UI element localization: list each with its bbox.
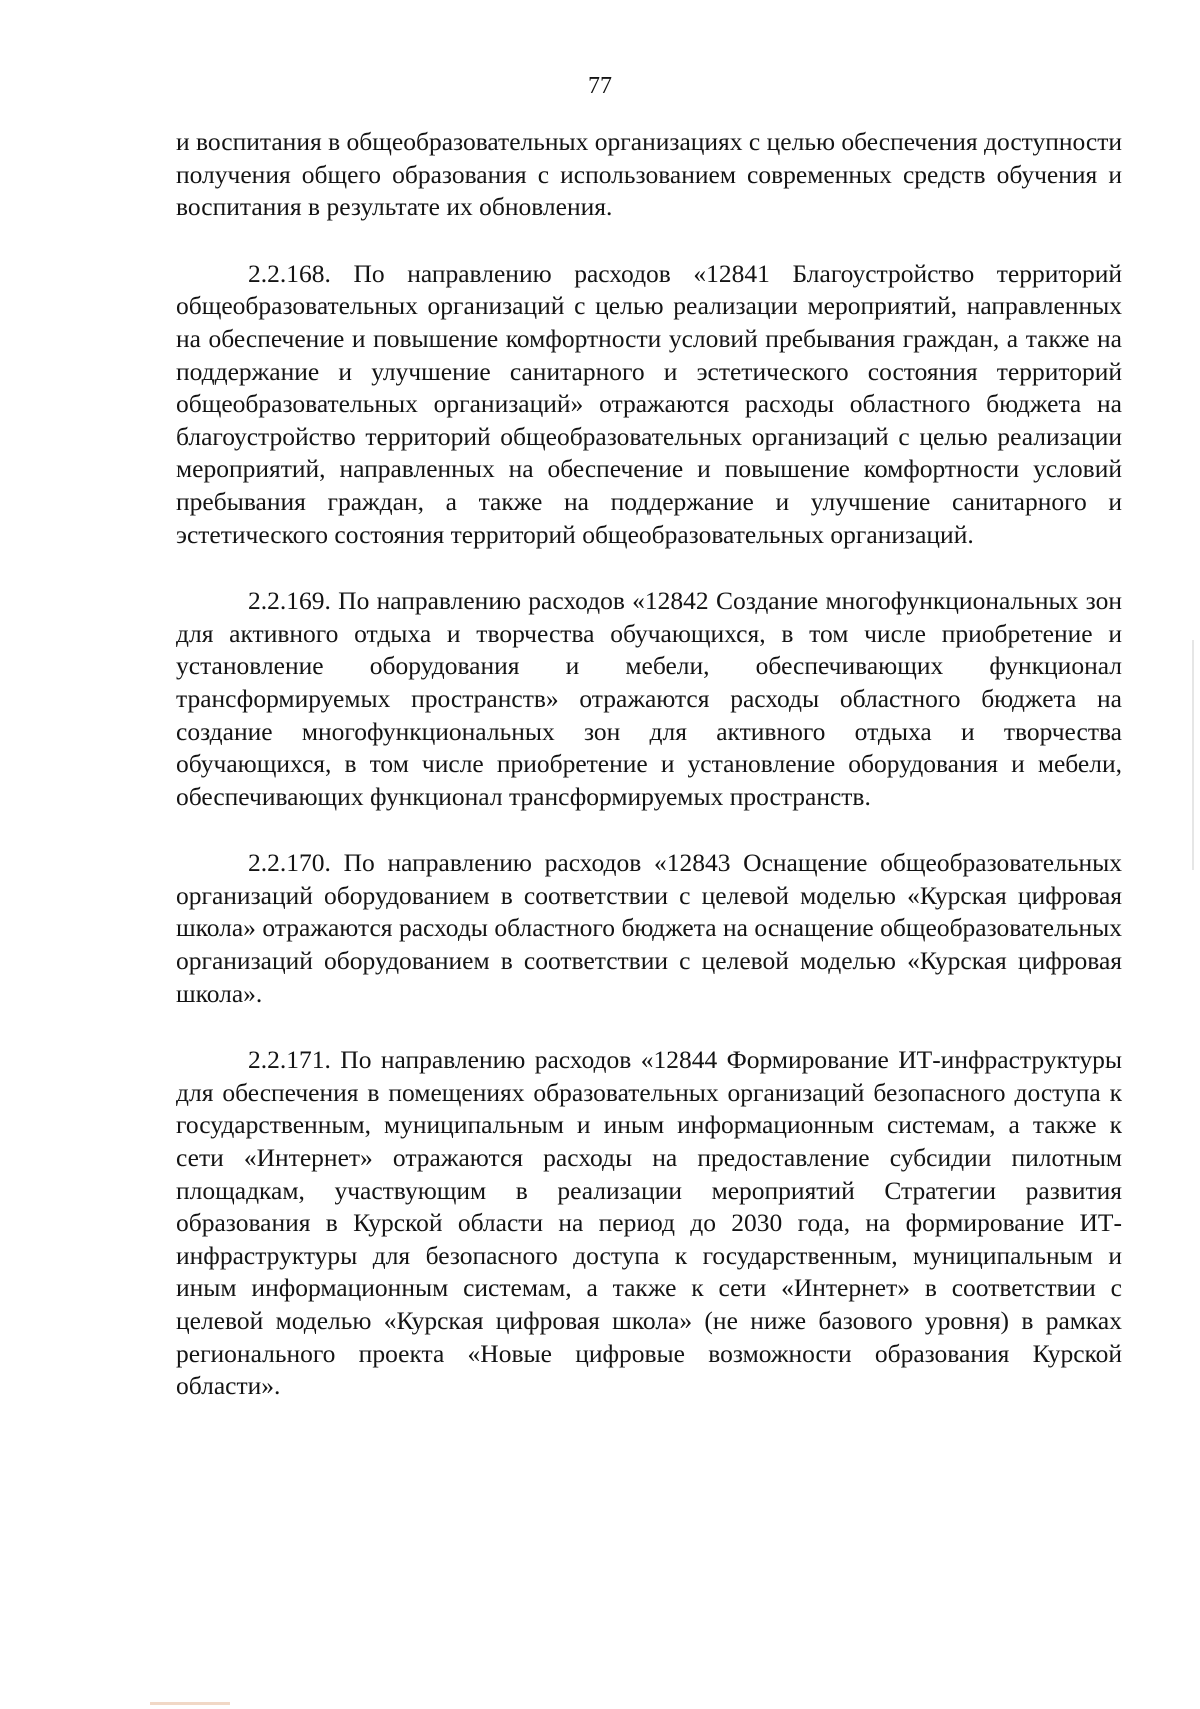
document-body (176, 126, 1122, 1403)
paragraph-2-2-168: 2.2.168. По направлению расходов «12841 Благоустройство территорий общеобразовательных организаций с целью реализации мероприятий, направленных на обеспечение и повышение комфортности условий пребывания граждан, а также на поддержание и улучшение санитарного и эстетического состояния территорий общеобразовательных организаций» отражаются расходы областного бюджета на благоустройство территорий общеобразовательных организаций с целью реализации мероприятий, направленных на обеспечение и повышение комфортности условий пребывания граждан, а также на поддержание и улучшение санитарного и эстетического состояния территорий общеобразовательных организаций. (176, 258, 1122, 549)
paragraph-2-2-169: 2.2.169. По направлению расходов «12842 Создание многофункциональных зон для активного отдыха и творчества обучающихся, в том числе приобретение и установление оборудования и мебели, обеспечивающих функционал трансформируемых пространств» отражаются расходы областного бюджета на создание многофункциональных зон для активного отдыха и творчества обучающихся, в том числе приобретение и установление оборудования и мебели, обеспечивающих функционал трансформируемых пространств. (176, 586, 1122, 811)
paragraph-2-2-170: 2.2.170. По направлению расходов «12843 Оснащение общеобразовательных организаций оборудованием в соответствии с целевой моделью «Курская цифровая школа» отражаются расходы областного бюджета на оснащение общеобразовательных организаций оборудованием в соответствии с целевой моделью «Курская цифровая школа». (176, 848, 1122, 1008)
paragraph-2-2-171: 2.2.171. По направлению расходов «12844 Формирование ИТ-инфраструктуры для обеспечения в помещениях образовательных организаций безопасного доступа к государственным, муниципальным и иным информационным системам, а также к сети «Интернет» отражаются расходы на предоставление субсидии пилотным площадкам, участвующим в реализации мероприятий Стратегии развития образования в Курской области на период до 2030 года, на формирование ИТ-инфраструктуры для безопасного доступа к государственным, муниципальным и иным информационным системам, а также к сети «Интернет» в соответствии с целевой моделью «Курская цифровая школа» (не ниже базового уровня) в рамках регионального проекта «Новые цифровые возможности образования Курской области». (176, 1045, 1122, 1401)
scan-edge-artifact-bottom (150, 1702, 230, 1705)
paragraph-continuation: и воспитания в общеобразовательных организациях с целью обеспечения доступности получения общего образования с использованием современных средств обучения и воспитания в результате их обновления. (176, 127, 1122, 222)
page-number: 77 (588, 73, 612, 99)
scan-edge-artifact (1192, 640, 1194, 870)
